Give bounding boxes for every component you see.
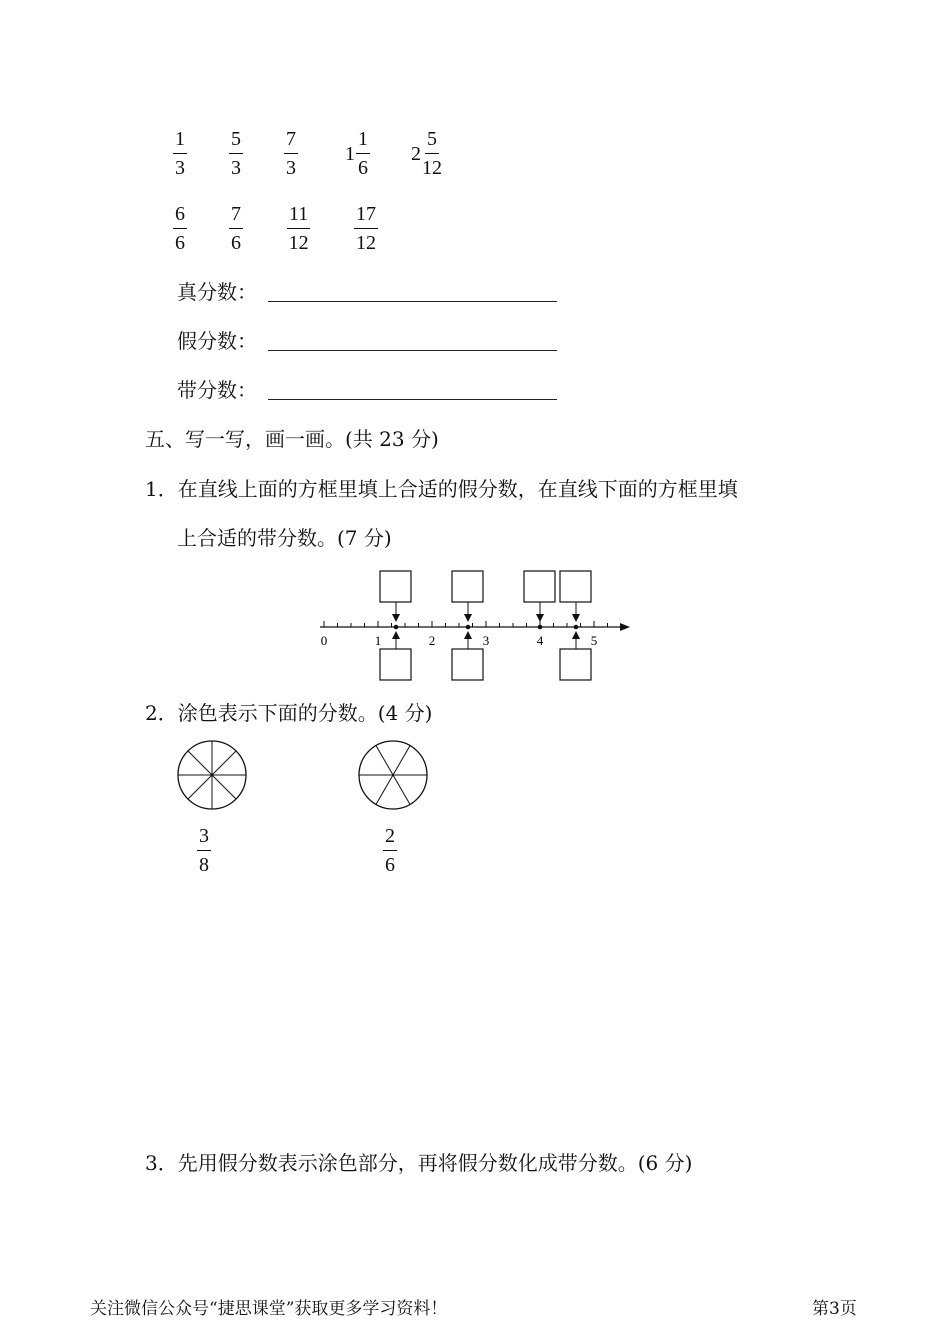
axis-label-4: 4	[536, 633, 544, 648]
question-1-line-2: 上合适的带分数。(7 分)	[177, 526, 392, 550]
question-3-text: 3．先用假分数表示涂色部分，再将假分数化成带分数。(6 分)	[145, 1151, 693, 1175]
improper-answer-box-3[interactable]	[524, 571, 555, 602]
axis-label-5: 5	[590, 633, 598, 648]
point-d	[574, 625, 579, 630]
axis-label-0: 0	[320, 633, 328, 648]
mixed-answer-box-2[interactable]	[452, 649, 483, 680]
mixed-answer-box-1[interactable]	[380, 649, 411, 680]
circle-eighths[interactable]	[175, 738, 249, 812]
mixed-number-1-1-6: 1 $\frac{1}{6}$	[345, 128, 368, 179]
improper-answer-box-4[interactable]	[560, 571, 591, 602]
footer-promo-text: 关注微信公众号“捷思课堂”获取更多学习资料！	[90, 1299, 448, 1319]
improper-answer-box-1[interactable]	[380, 571, 411, 602]
axis-ticks	[324, 621, 608, 627]
fraction-6-6: $\frac{6}{6}$	[175, 203, 185, 254]
circle-sixths[interactable]	[356, 738, 430, 812]
fraction-17-12: $\frac{17}{12}$	[356, 203, 376, 254]
point-b	[466, 625, 471, 630]
proper-fraction-label: 真分数：	[177, 280, 257, 304]
section-5-title: 五、写一写，画一画。(共 23 分)	[145, 427, 439, 451]
fraction-2-6: $\frac{2}{6}$	[385, 825, 395, 876]
axis-label-3: 3	[482, 633, 490, 648]
question-2-text: 2．涂色表示下面的分数。(4 分)	[145, 701, 433, 725]
axis-label-2: 2	[428, 633, 436, 648]
axis-label-1: 1	[374, 633, 382, 648]
point-a	[394, 625, 399, 630]
fraction-3-8: $\frac{3}{8}$	[199, 825, 209, 876]
question-1-line-1: 1．在直线上面的方框里填上合适的假分数，在直线下面的方框里填	[145, 477, 738, 501]
mixed-answer-box-3[interactable]	[560, 649, 591, 680]
axis-arrowhead	[620, 623, 630, 631]
mixed-number-2-5-12: 2 $\frac{5}{12}$	[411, 128, 442, 179]
improper-fraction-label: 假分数：	[177, 329, 257, 353]
page-number: 第3页	[812, 1299, 857, 1319]
fraction-5-3: $\frac{5}{3}$	[231, 128, 241, 179]
proper-fraction-answer-line[interactable]	[268, 300, 557, 302]
fraction-7-6: $\frac{7}{6}$	[231, 203, 241, 254]
fraction-1-3: $\frac{1}{3}$	[175, 128, 185, 179]
number-line-diagram	[312, 565, 638, 685]
improper-fraction-answer-line[interactable]	[268, 349, 557, 351]
improper-answer-box-2[interactable]	[452, 571, 483, 602]
point-c	[538, 625, 543, 630]
mixed-number-answer-line[interactable]	[268, 398, 557, 400]
fraction-7-3: $\frac{7}{3}$	[286, 128, 296, 179]
fraction-11-12: $\frac{11}{12}$	[288, 203, 309, 254]
mixed-number-label: 带分数：	[177, 378, 257, 402]
